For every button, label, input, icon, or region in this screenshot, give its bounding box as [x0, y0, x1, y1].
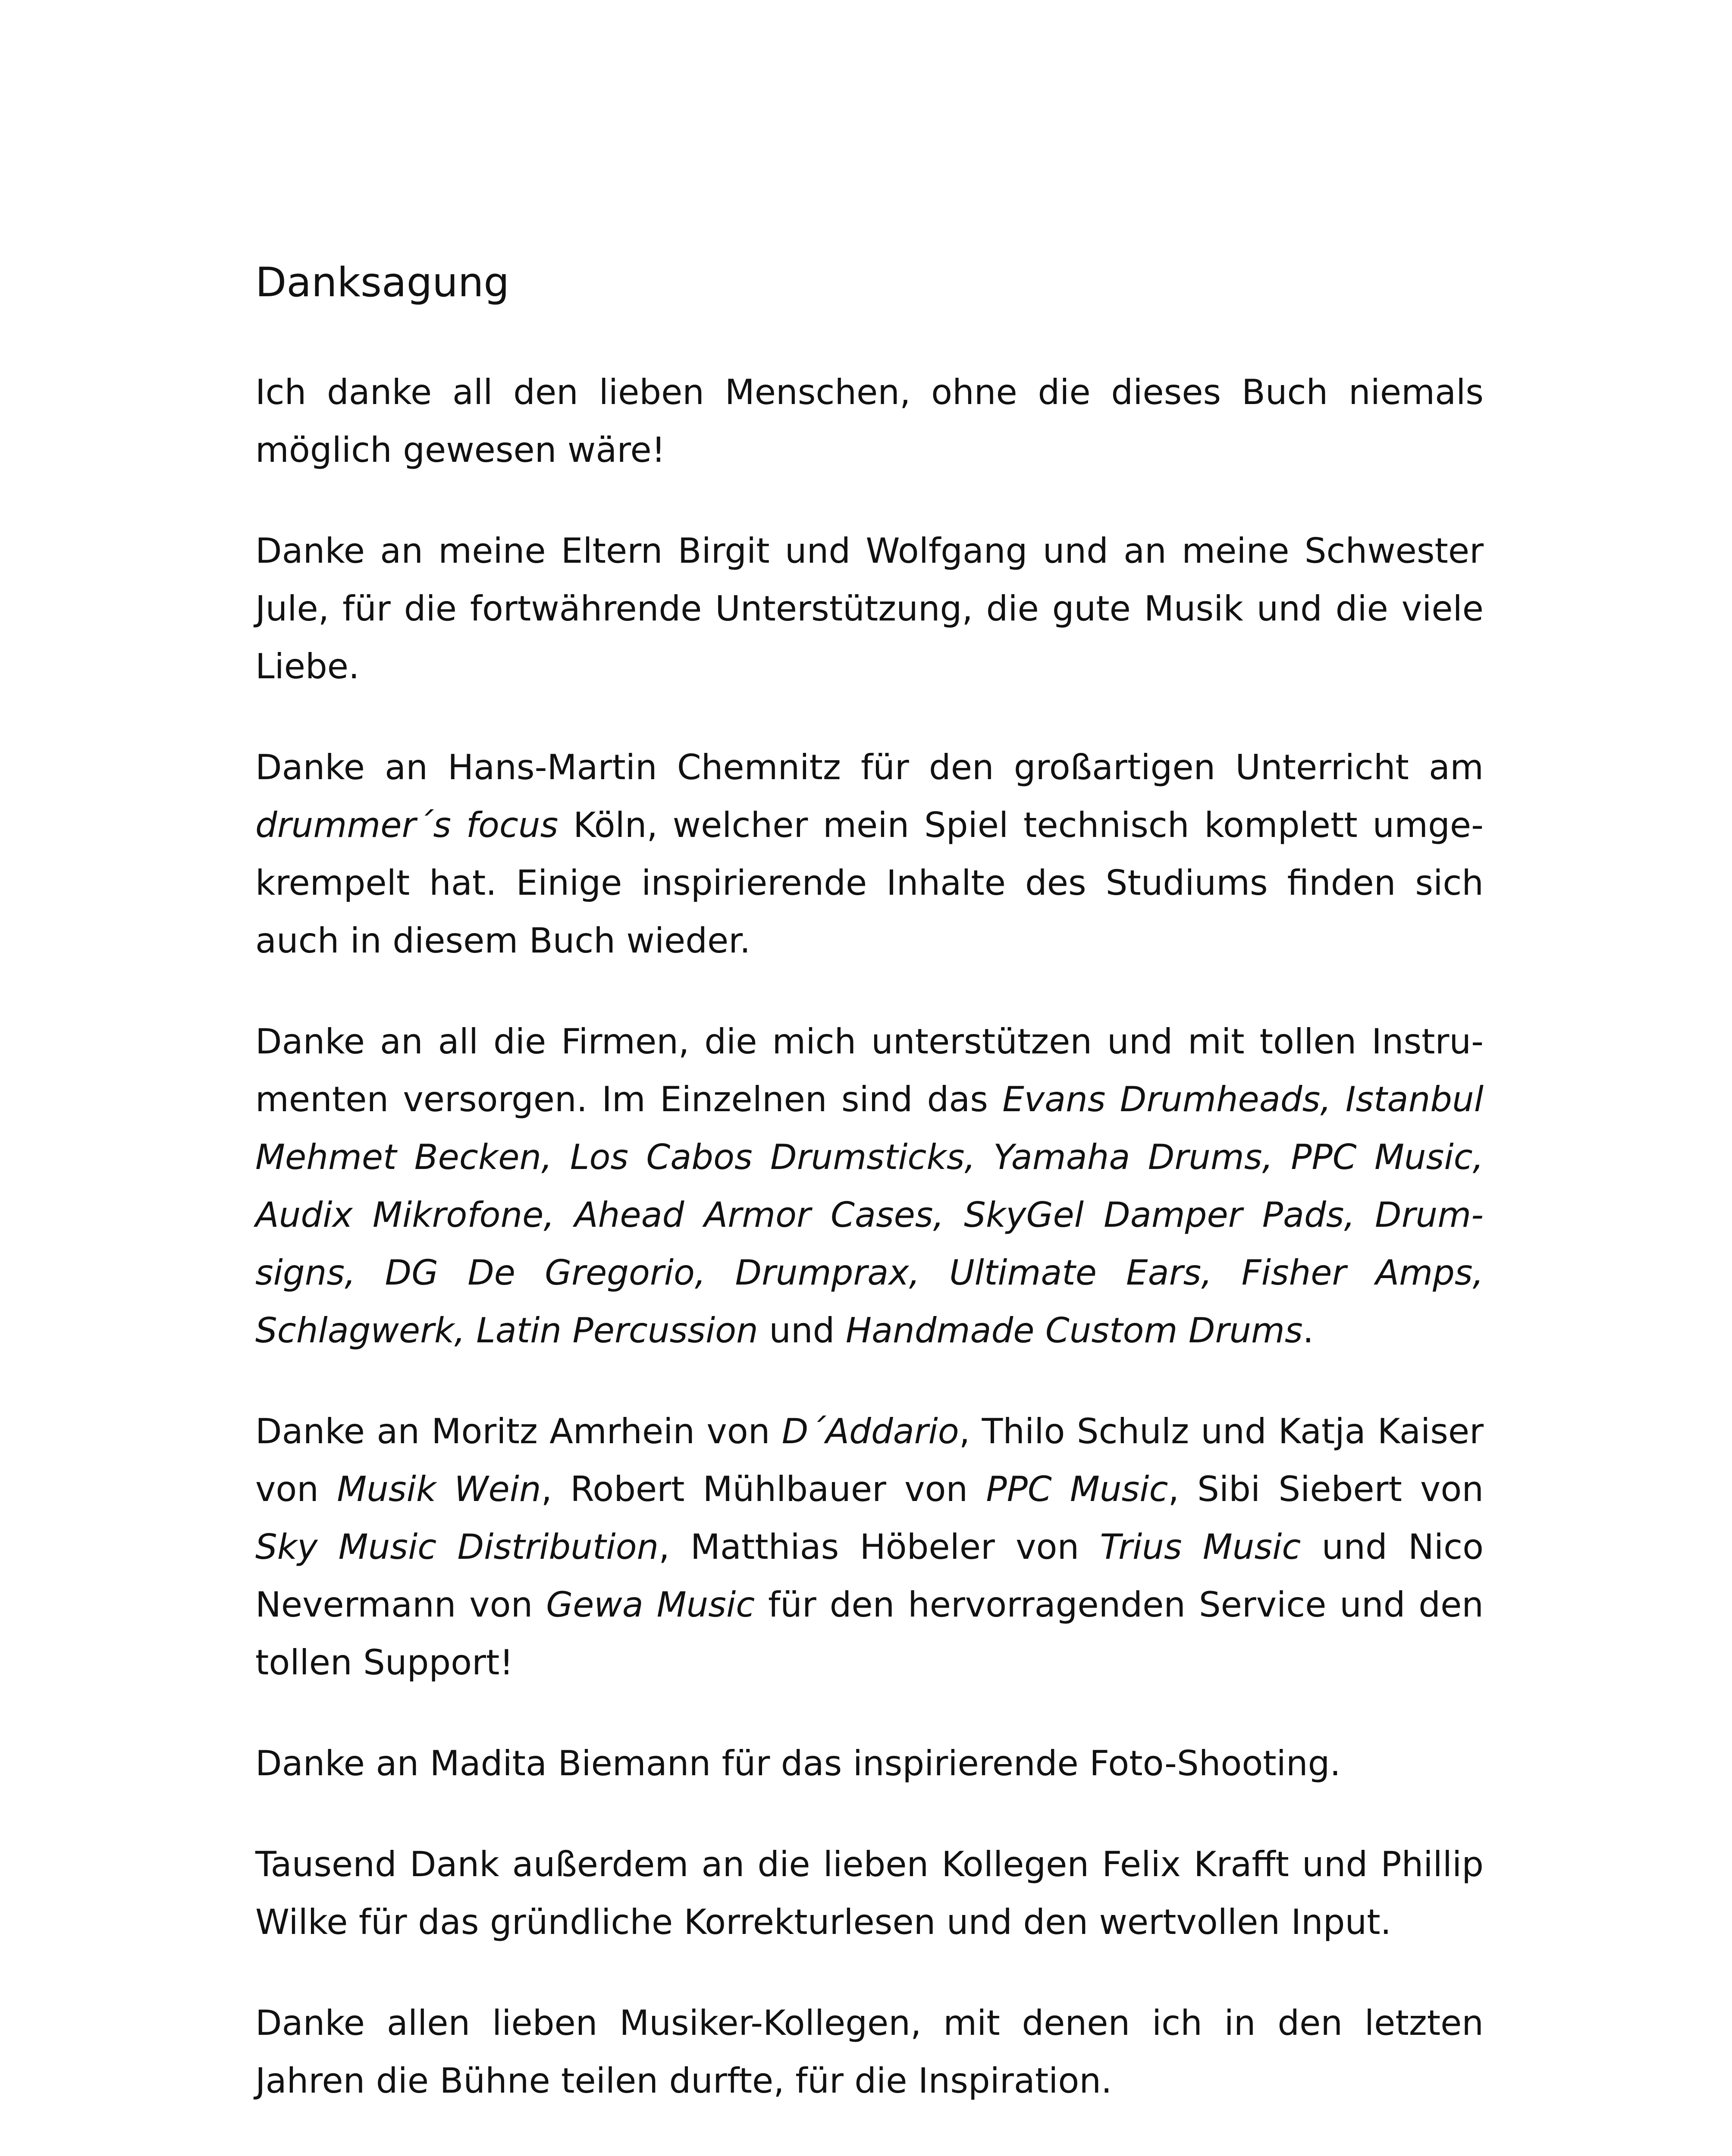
paragraph	[255, 2153, 1484, 2156]
text-segment: , Sibi Siebert von	[1168, 1469, 1484, 1509]
italic-text: Trius Music	[1100, 1526, 1301, 1567]
text-segment: Danke an Hans-Martin Chemnitz für den großartigen Unterricht am	[255, 747, 1484, 787]
text-segment: , Robert Mühlbauer von	[541, 1469, 986, 1509]
paragraph-list	[255, 364, 1484, 2156]
text-segment: , Matthias Höbeler von	[659, 1526, 1100, 1567]
italic-text: PPC Music	[986, 1469, 1168, 1509]
paragraph	[255, 364, 1484, 479]
text-segment: Danke an Madita Biemann für das inspirierende Foto-Shooting.	[255, 1743, 1341, 1783]
text-segment: und Nico Nevermann von	[255, 1526, 1484, 1625]
text-segment: Danke an Moritz Amrhein von	[255, 1411, 782, 1451]
text-segment: und	[758, 1310, 846, 1351]
italic-text: Musik Wein	[337, 1469, 541, 1509]
italic-text: Evans Drumheads, Istanbul Mehmet Becken, Los Cabos Drumsticks, Yamaha Drums, PPC Music, Audix Mikrofone, Ahead Armor Cases, SkyGel Damper Pads, Drumsigns, DG De Gregorio, Drumprax, Ultimate Ears, Fisher Amps, Schlagwerk, Latin Percussion	[255, 1079, 1484, 1351]
paragraph	[255, 1403, 1484, 1692]
text-segment: für den hervorragenden Service und den tollen Support!	[255, 1584, 1484, 1683]
text-segment: Ich danke all den lieben Menschen, ohne die dieses Buch niemals möglich gewesen wäre!	[255, 372, 1484, 470]
paragraph	[255, 739, 1484, 970]
acknowledgements-section	[255, 259, 1484, 2156]
paragraph	[255, 1735, 1484, 1792]
paragraph	[255, 1013, 1484, 1360]
page-title: Danksagung	[255, 259, 510, 306]
italic-text: Handmade Custom Drums	[845, 1310, 1303, 1351]
italic-text: D´Addario	[781, 1411, 959, 1451]
text-segment: Danke an all die Firmen, die mich unterstützen und mit tollen Instrumenten versorgen. Im Einzelnen sind das	[255, 1021, 1484, 1119]
paragraph	[255, 1836, 1484, 1951]
text-segment: Köln, welcher mein Spiel technisch komplett umgekrempelt hat. Einige inspirierende Inhalte des Studiums finden sich auch in diesem Buch wieder.	[255, 805, 1484, 961]
text-segment: Danke allen lieben Musiker-Kollegen, mit denen ich in den letzten Jahren die Bühne teilen durfte, für die Inspiration.	[255, 2002, 1484, 2101]
italic-text: drummer´s focus	[255, 805, 559, 845]
paragraph	[255, 522, 1484, 696]
text-segment: .	[1302, 1310, 1314, 1351]
text-segment: Danke an meine Eltern Birgit und Wolfgang und an meine Schwester Jule, für die fortwährende Unterstützung, die gute Musik und die viele Liebe.	[255, 530, 1484, 686]
italic-text: Gewa Music	[546, 1584, 755, 1625]
paragraph	[255, 1994, 1484, 2110]
italic-text: Sky Music Distribution	[255, 1526, 659, 1567]
text-segment: , Thilo Schulz und Katja Kaiser von	[255, 1411, 1484, 1509]
text-segment: Tausend Dank außerdem an die lieben Kollegen Felix Krafft und Phillip Wilke für das gründliche Korrekturlesen und den wertvollen Input.	[255, 1844, 1484, 1942]
